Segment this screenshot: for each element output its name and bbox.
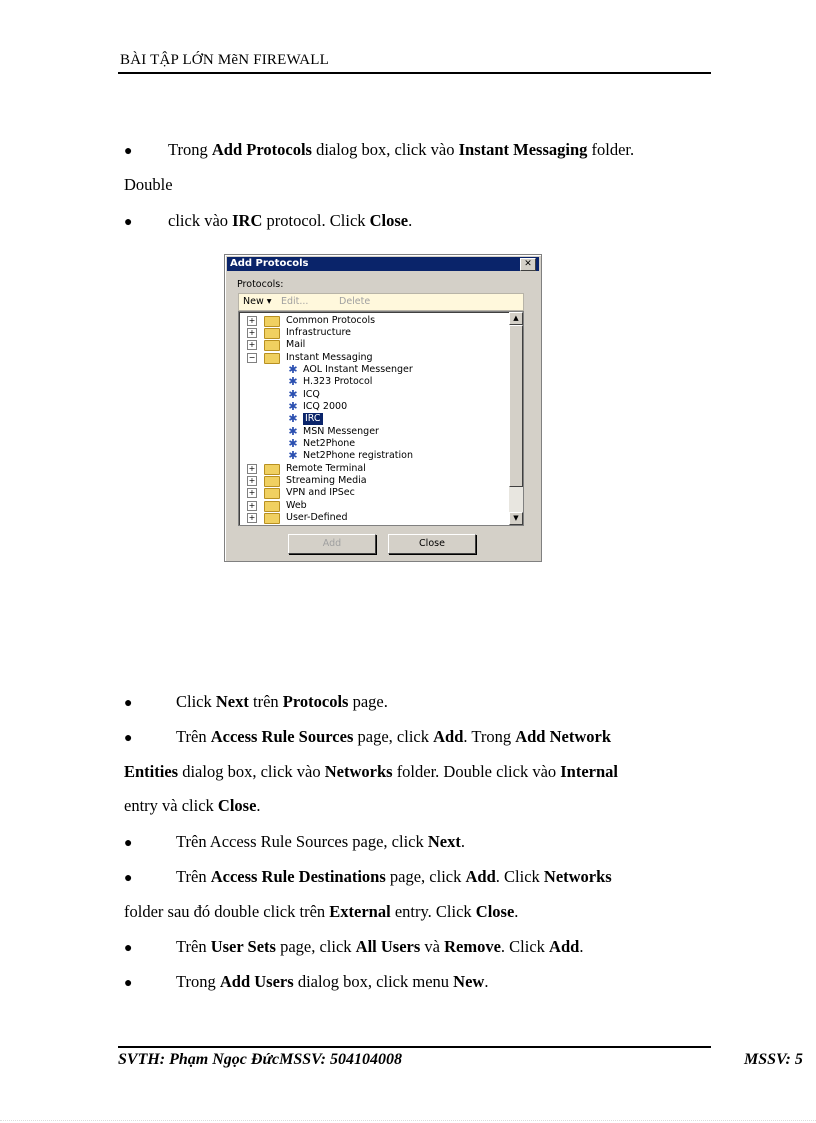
bullet-1: ● Trong Add Protocols dialog box, click vào Instant Messaging folder. xyxy=(124,132,714,169)
bullet-8: ● Trong Add Users dialog box, click menu New. xyxy=(124,964,714,1001)
scroll-up-icon[interactable]: ▲ xyxy=(509,312,523,325)
protocol-icon: ✱ xyxy=(288,425,298,438)
bullet-dot: ● xyxy=(124,143,133,159)
protocol-tree[interactable]: + Common Protocols + Infrastructure + Mail − Instant Messaging ✱ AOL Instant Messenger ✱ H.323 Protocol ✱ ICQ ✱ ICQ 2000 ✱ IRC ✱ MSN Messenger ✱ Net2Phone ✱ Net2Phone registration + Remote Terminal + Streaming Media + VPN and IPSec + Web + User-Defined ▲ ▼ xyxy=(238,311,524,526)
bullet-dot: ● xyxy=(124,940,133,956)
bullet-7: ● Trên User Sets page, click All Users và Remove. Click Add. xyxy=(124,929,714,966)
scroll-down-icon[interactable]: ▼ xyxy=(509,512,523,525)
bullet-1-continuation: Double xyxy=(124,175,173,194)
protocol-icon: ✱ xyxy=(288,363,298,376)
protocol-icon: ✱ xyxy=(288,412,298,425)
protocol-icon: ✱ xyxy=(288,449,298,462)
add-button[interactable]: Add xyxy=(288,534,376,554)
bullet-dot: ● xyxy=(124,730,133,746)
footer-mssv: MSSV: 5 xyxy=(744,1051,803,1068)
delete-button[interactable]: Delete xyxy=(339,296,371,307)
bullet-2: ● click vào IRC protocol. Click Close. xyxy=(124,203,714,240)
folder-icon xyxy=(264,316,280,327)
close-icon[interactable]: ✕ xyxy=(520,258,536,271)
bullet-dot: ● xyxy=(124,695,133,711)
bullet-4: ● Trên Access Rule Sources page, click Add. Trong Add Network xyxy=(124,719,714,756)
bullet-3: ● Click Next trên Protocols page. xyxy=(124,684,714,721)
protocols-label: Protocols: xyxy=(237,279,284,290)
toolbar xyxy=(238,293,524,311)
close-button[interactable]: Close xyxy=(388,534,476,554)
folder-icon xyxy=(264,513,280,524)
bullet-dot: ● xyxy=(124,975,133,991)
scroll-thumb[interactable] xyxy=(509,325,523,487)
header-rule xyxy=(118,72,711,74)
footer-student: SVTH: Phạm Ngọc ĐứcMSSV: 504104008 xyxy=(118,1051,402,1068)
bullet-4-line2: Entities dialog box, click vào Networks folder. Double click vào Internal xyxy=(124,762,619,781)
protocol-icon: ✱ xyxy=(288,400,298,413)
folder-open-icon xyxy=(264,353,280,364)
bullet-dot: ● xyxy=(124,214,133,230)
bullet-5: ● Trên Access Rule Sources page, click Next. xyxy=(124,824,714,861)
folder-icon xyxy=(264,476,280,487)
bullet-dot: ● xyxy=(124,835,133,851)
folder-icon xyxy=(264,328,280,339)
new-menu-button[interactable]: New ▾ xyxy=(243,296,272,307)
folder-icon xyxy=(264,501,280,512)
bullet-dot: ● xyxy=(124,870,133,886)
protocol-icon: ✱ xyxy=(288,437,298,450)
edit-button[interactable]: Edit... xyxy=(281,296,309,307)
dialog-title: Add Protocols ✕ xyxy=(227,257,539,271)
folder-icon xyxy=(264,488,280,499)
page-bottom-divider xyxy=(0,1120,816,1121)
folder-icon xyxy=(264,340,280,351)
protocol-icon: ✱ xyxy=(288,375,298,388)
folder-icon xyxy=(264,464,280,475)
tree-scrollbar[interactable] xyxy=(509,312,523,525)
page-header: BÀI TẬP LỚN MẽN FIREWALL xyxy=(120,52,329,68)
bullet-6: ● Trên Access Rule Destinations page, click Add. Click Networks xyxy=(124,859,714,896)
bullet-4-line3: entry và click Close. xyxy=(124,796,261,815)
protocol-icon: ✱ xyxy=(288,388,298,401)
add-protocols-dialog xyxy=(224,254,542,562)
footer-rule xyxy=(118,1046,711,1048)
bullet-6-line2: folder sau đó double click trên External entry. Click Close. xyxy=(124,902,519,921)
